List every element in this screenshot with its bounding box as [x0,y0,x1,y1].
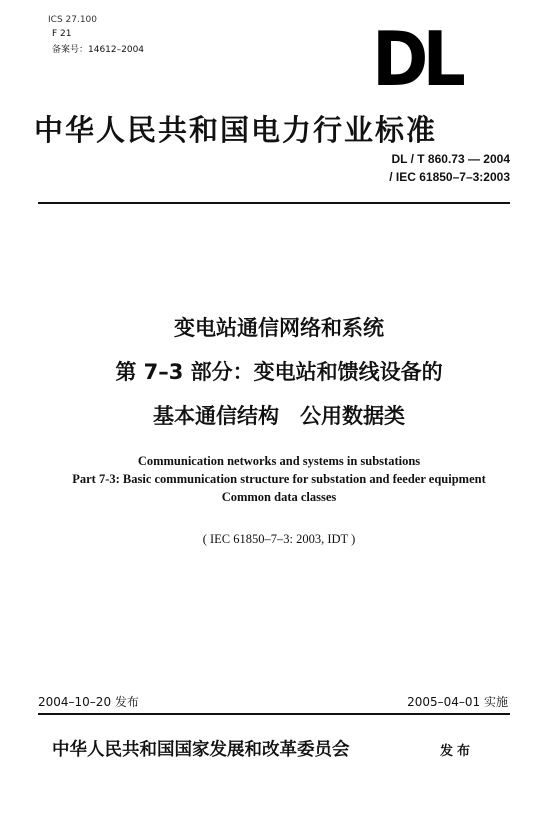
english-title-line-1: Communication networks and systems in substations [137,454,421,468]
equivalence-note: ( IEC 61850–7–3: 2003, IDT ) [202,532,356,546]
standard-number: DL / T 860.73 — 2004 [391,152,510,166]
iec-standard-number: / IEC 61850–7–3:2003 [389,170,510,184]
effective-date: 2005–04–01 实施 [407,695,508,709]
footer-divider [38,713,510,715]
issue-label: 发布 [440,744,475,759]
header-divider [38,202,510,204]
chinese-title-line-2: 第 7–3 部分：变电站和馈线设备的 [115,360,443,384]
english-title-line-2: Part 7-3: Basic communication structure for substation and feeder equipment [72,472,486,486]
ics-code: ICS 27.100 [48,15,98,25]
chinese-title-line-3: 基本通信结构 公用数据类 [153,404,405,428]
dl-logo: DL [372,17,460,104]
chinese-title-line-1: 变电站通信网络和系统 [174,316,384,340]
english-title-line-3: Common data classes [221,490,337,504]
organization-title: 中华人民共和国电力行业标准 [34,113,438,147]
record-number: 备案号：14612–2004 [52,45,145,55]
classification-code: F 21 [52,29,72,39]
publish-date: 2004–10–20 发布 [38,695,139,709]
issuing-authority: 中华人民共和国国家发展和改革委员会 [52,740,350,760]
